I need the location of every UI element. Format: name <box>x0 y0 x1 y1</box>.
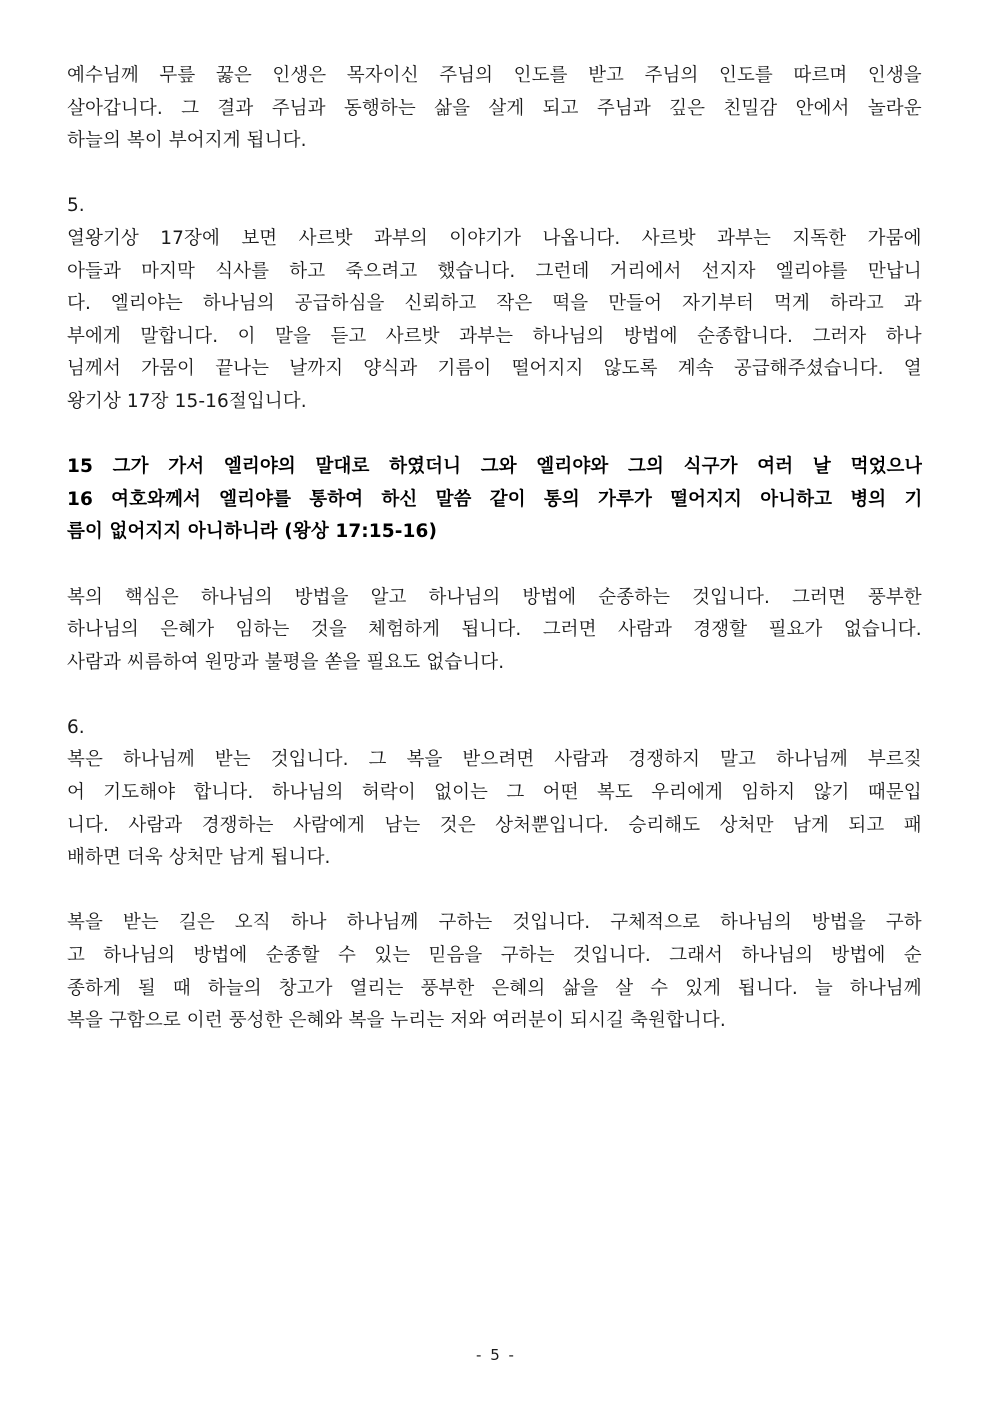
text-line: 다. 엘리야는 하나님의 공급하심을 신뢰하고 작은 떡을 만들어 자기부터 먹게 하라고 과 <box>67 293 922 315</box>
text-line: 배하면 더욱 상처만 남게 됩니다. <box>67 847 331 869</box>
paragraph-gap <box>67 679 922 712</box>
text-line: 하나님의 은혜가 임하는 것을 체험하게 됩니다. 그러면 사람과 경쟁할 필요가 없습니다. <box>67 619 922 641</box>
scripture-line: 16 여호와께서 엘리야를 통하여 하신 말씀 같이 통의 가루가 떨어지지 아니하고 병의 기 <box>67 488 922 510</box>
text-line: 하늘의 복이 부어지게 됩니다. <box>67 130 307 152</box>
text-line: 부에게 말합니다. 이 말을 듣고 사르밧 과부는 하나님의 방법에 순종합니다. 그러자 하나 <box>67 325 922 347</box>
paragraph-gap <box>67 875 922 908</box>
text-line: 고 하나님의 방법에 순종할 수 있는 믿음을 구하는 것입니다. 그래서 하나님의 방법에 순 <box>67 945 922 967</box>
text-line: 니다. 사람과 경쟁하는 사람에게 남는 것은 상처뿐입니다. 승리해도 상처만 남게 되고 패 <box>67 814 922 836</box>
text-line: 종하게 될 때 하늘의 창고가 열리는 풍부한 은혜의 삶을 살 수 있게 됩니다. 늘 하나님께 <box>67 977 922 999</box>
text-line: 복은 하나님께 받는 것입니다. 그 복을 받으려면 사람과 경쟁하지 말고 하나님께 부르짖 <box>67 749 922 771</box>
text-line: 복을 구함으로 이런 풍성한 은혜와 복을 누리는 저와 여러분이 되시길 축원합니다. <box>67 1010 726 1032</box>
text-line: 사람과 씨름하여 원망과 불평을 쏟을 필요도 없습니다. <box>67 651 505 673</box>
paragraph-gap <box>67 419 922 452</box>
text-line: 복을 받는 길은 오직 하나 하나님께 구하는 것입니다. 구체적으로 하나님의 방법을 구하 <box>67 912 922 934</box>
page-number: - 5 - <box>476 1346 516 1364</box>
section6-closing <box>67 907 922 1037</box>
paragraph-gap <box>67 158 922 191</box>
section5-paragraph <box>67 223 922 419</box>
scripture-line: 름이 없어지지 아니하니라 (왕상 17:15-16) <box>67 521 438 543</box>
text-line: 어 기도해야 합니다. 하나님의 허락이 없이는 그 어떤 복도 우리에게 임하지 않기 때문입 <box>67 782 922 804</box>
paragraph-gap <box>67 549 922 582</box>
section-number-5: 5. <box>67 195 85 217</box>
text-line: 살아갑니다. 그 결과 주님과 동행하는 삶을 살게 되고 주님과 깊은 친밀감 안에서 놀라운 <box>67 97 922 119</box>
text-line: 님께서 가뭄이 끝나는 날까지 양식과 기름이 떨어지지 않도록 계속 공급해주셨습니다. 열 <box>67 358 922 380</box>
intro-paragraph <box>67 60 922 158</box>
section-number-6: 6. <box>67 716 85 738</box>
document-body <box>67 60 922 1038</box>
scripture-line: 15 그가 가서 엘리야의 말대로 하였더니 그와 엘리야와 그의 식구가 여러 날 먹었으나 <box>67 456 922 478</box>
text-line: 예수님께 무릎 꿇은 인생은 목자이신 주님의 인도를 받고 주님의 인도를 따르며 인생을 <box>67 65 922 86</box>
section5-conclusion <box>67 582 922 680</box>
scripture-quote <box>67 451 922 549</box>
text-line: 왕기상 17장 15-16절입니다. <box>67 390 307 412</box>
text-line: 복의 핵심은 하나님의 방법을 알고 하나님의 방법에 순종하는 것입니다. 그러면 풍부한 <box>67 586 922 608</box>
text-line: 열왕기상 17장에 보면 사르밧 과부의 이야기가 나옵니다. 사르밧 과부는 지독한 가뭄에 <box>67 227 922 249</box>
text-line: 아들과 마지막 식사를 하고 죽으려고 했습니다. 그런데 거리에서 선지자 엘리야를 만납니 <box>67 260 922 282</box>
section6-paragraph <box>67 744 922 874</box>
